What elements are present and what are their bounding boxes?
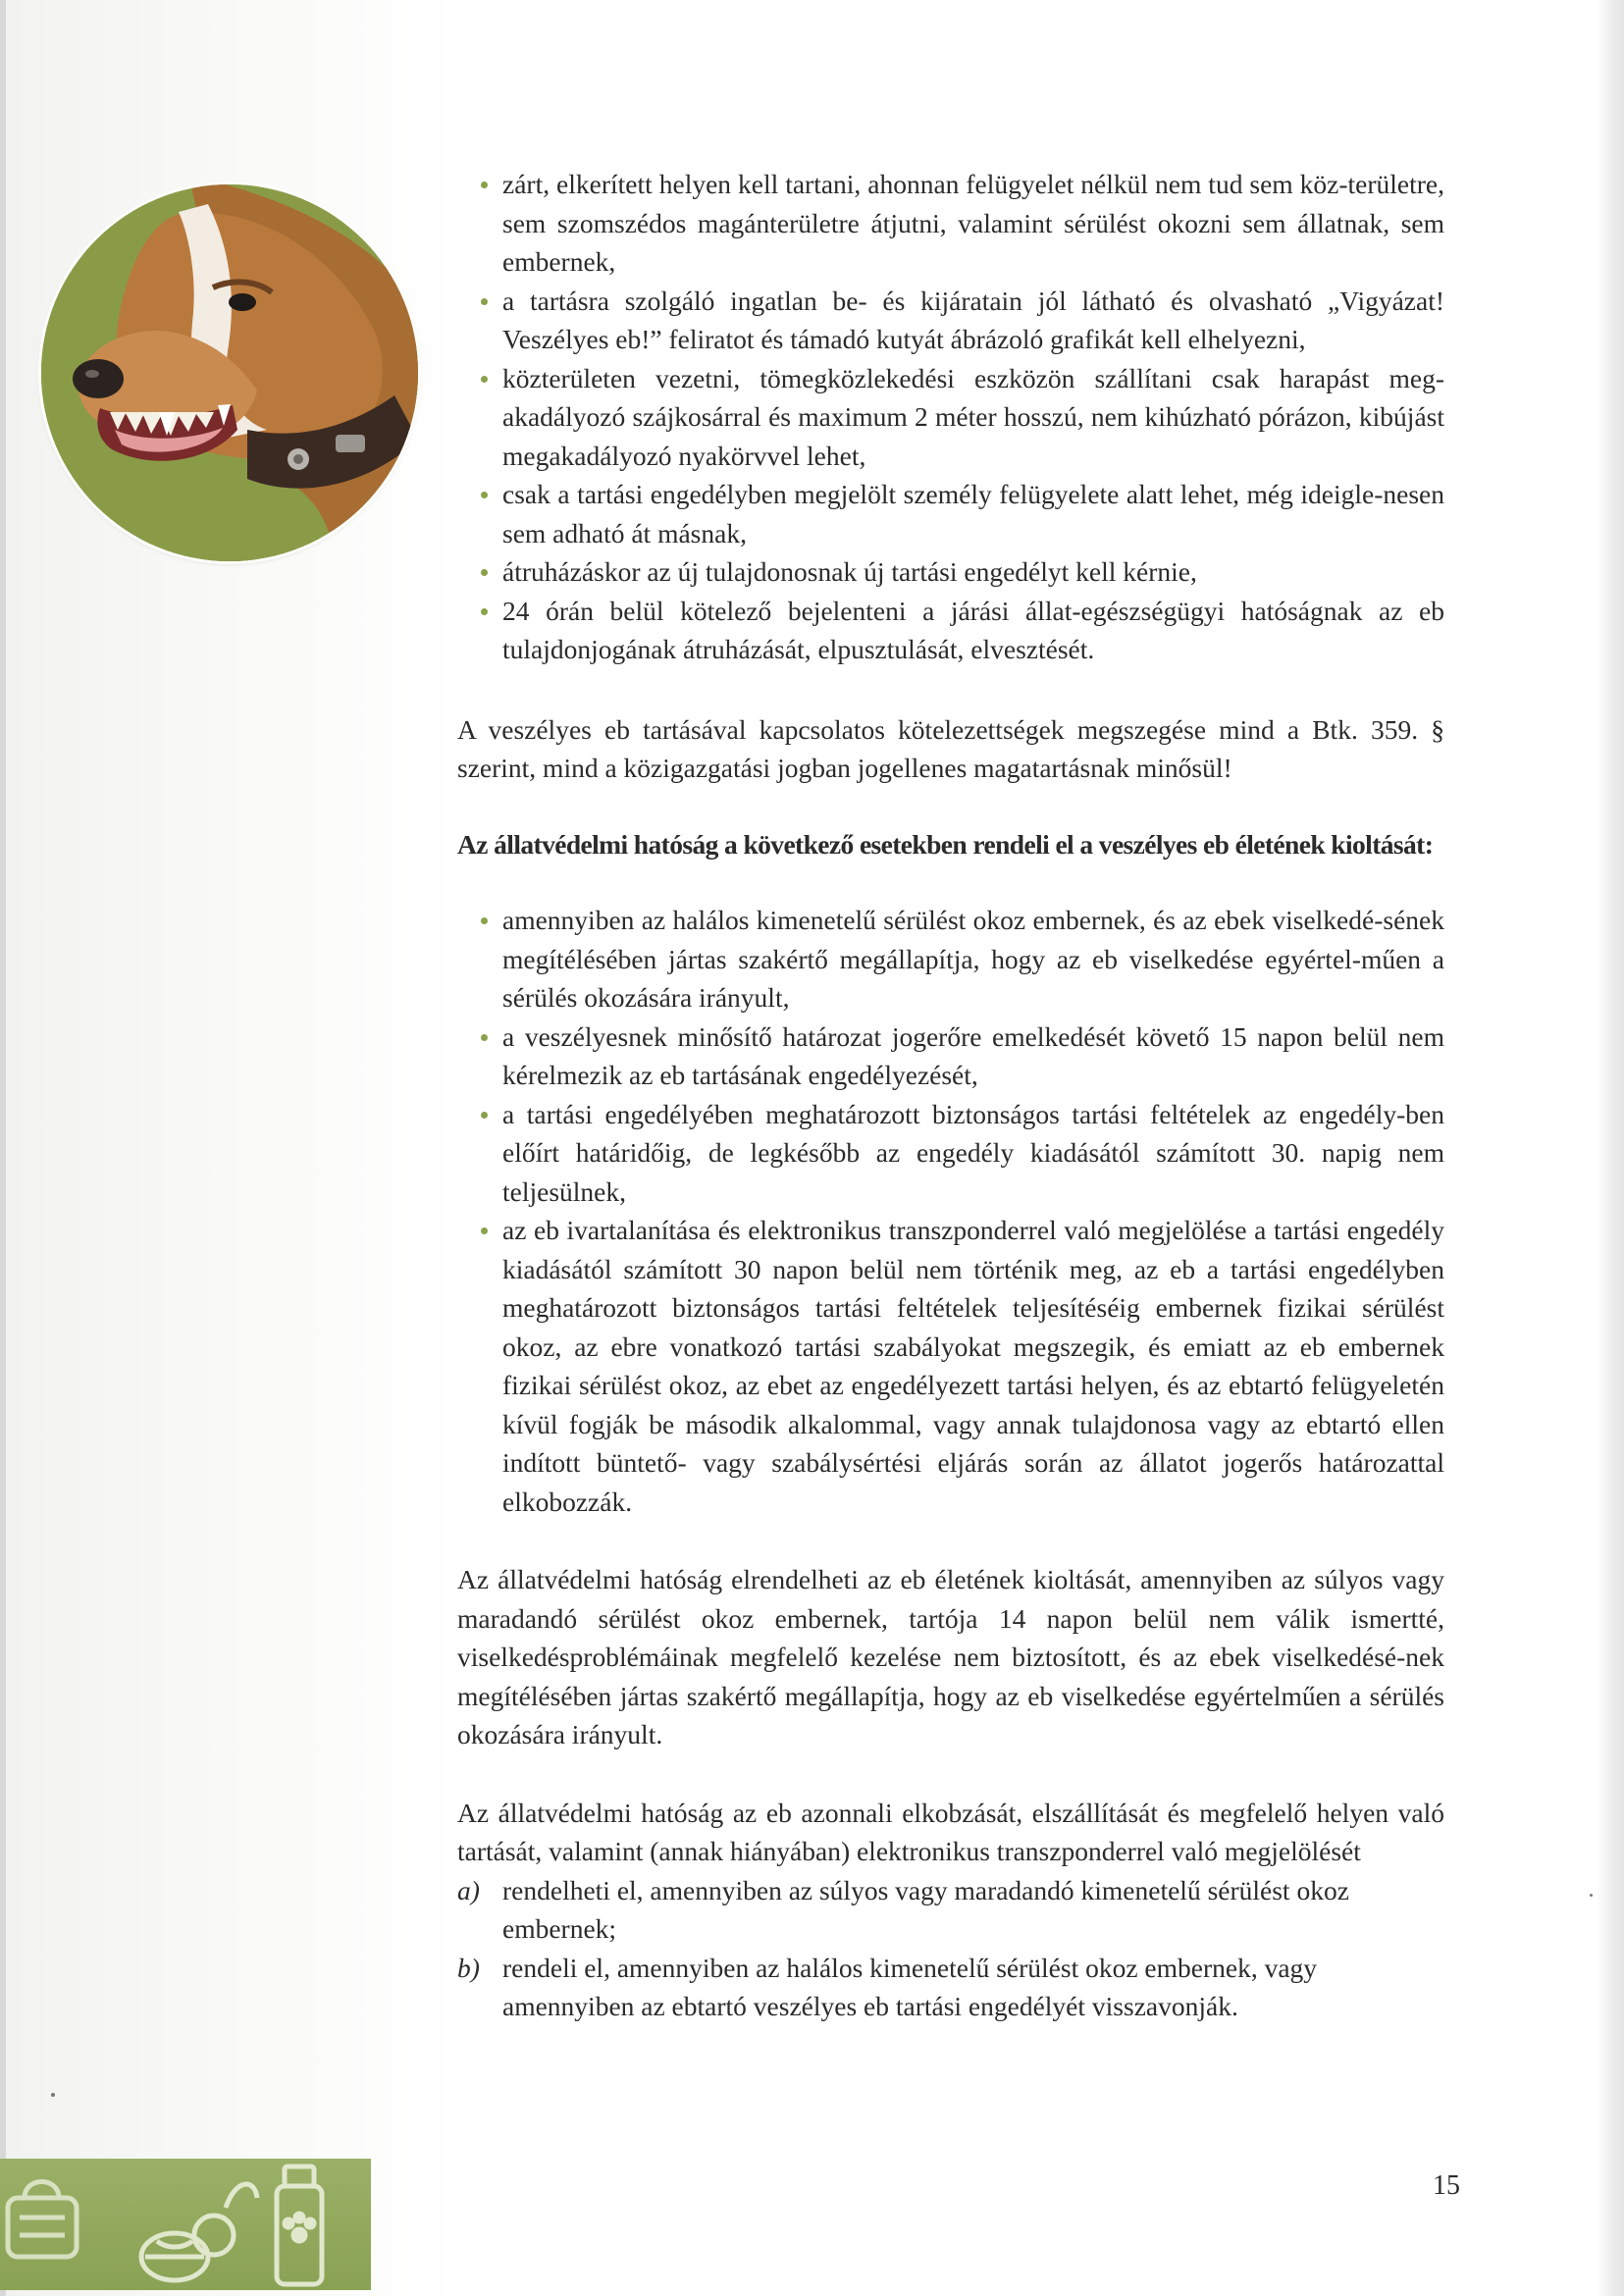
snarling-dog-photo [41,184,418,561]
violation-paragraph: A veszélyes eb tartásával kapcsolatos kötelezettségek megszegése mind a Btk. 359. § szerint, mind a közigazgatási jogban jogellenes magatartásnak minősül! [457,713,1444,783]
list-item: a tartási engedélyében meghatározott biztonságos tartási feltételek az engedély-ben előírt határidőig, de legkésőbb az engedély kiadásától számított 30. napig nem teljesülnek, [457,1095,1444,1212]
scan-speck [1590,1894,1593,1897]
confiscation-conditions-list [457,1871,1444,2026]
keeping-rules-list [457,165,1444,669]
optional-euthanasia-paragraph: Az állatvédelmi hatóság elrendelheti az eb életének kioltását, amennyiben az súlyos vagy maradandó sérülést okoz embernek, tartója 14 napon belül nem válik ismertté, viselkedésproblémáinak megfelelő kezelése nem biztosított, és az ebek viselkedésé-nek megítélésében jártas szakértő megállapítja, hogy az eb viselkedése egyértelműen a sérülés okozására irányult. [457,1564,1444,1749]
list-item: a veszélyesnek minősítő határozat jogerőre emelkedését követő 15 napon belül nem kérelmezik az eb tartásának engedélyezését, [457,1018,1444,1095]
list-item [457,1871,1444,1949]
item-text: rendeli el, amennyiben az halálos kimenetelű sérülést okoz embernek, vagy amennyiben az ebtartó veszélyes eb tartási engedélyét visszavonják. [502,1952,1318,2021]
list-item: amennyiben az halálos kimenetelű sérülést okoz embernek, és az ebek viselkedé-sének megítélésében jártas szakértő megállapítja, hogy az eb viselkedése egyértel-műen a sérülés okozására irányult, [457,901,1444,1018]
list-item: csak a tartási engedélyben megjelölt személy felügyelete alatt lehet, még ideigle-nesen sem adható át másnak, [457,475,1444,552]
list-item: 24 órán belül kötelező bejelenteni a járási állat-egészségügyi hatóságnak az eb tulajdonjogának átruházását, elpusztulását, elvesztését. [457,592,1444,669]
dog-illustration [41,184,418,561]
scan-left-edge [0,0,6,2296]
confiscation-paragraph: Az állatvédelmi hatóság az eb azonnali elkobzását, elszállítását és megfelelő helyen való tartását, valamint (annak hiányában) elektronikus transzponderrel való megjelölését [457,1797,1444,1866]
list-item: a tartásra szolgáló ingatlan be- és kijáratain jól látható és olvasható „Vigyázat! Veszélyes eb!” feliratot és támadó kutyát ábrázoló grafikát kell elhelyezni, [457,282,1444,359]
list-item: az eb ivartalanítása és elektronikus transzponderrel való megjelölése a tartási engedély kiadásától számított 30 napon belül nem történik meg, az eb a tartási engedélyben meghatározott biztonságos tartási feltételek teljesítéséig embernek fizikai sérülést okoz, az ebre vonatkozó tartási szabályokat megszegik, és emiatt az eb embernek fizikai sérülést okoz, az ebet az engedélyezett tartási helyen, és az ebtartó felügyeletén kívül fogják be második alkalommal, vagy annak tulajdonosa vagy az ebtartó ellen indított büntető- vagy szabálysértési eljárás során az állatot jogerős határozattal elkobozzák. [457,1211,1444,1521]
pet-toys-icon [141,2184,257,2280]
list-item: közterületen vezetni, tömegközlekedési eszközön szállítani csak harapást meg-akadályozó szájkosárral és maximum 2 méter hosszú, nem kihúzható pórázon, kibújást megakadályozó nyakörvvel lehet, [457,359,1444,476]
list-item: átruházáskor az új tulajdonosnak új tartási engedélyt kell kérnie, [457,552,1444,592]
pet-carrier-icon [8,2182,77,2258]
book-gutter-shadow [1597,0,1624,2296]
list-item [457,1949,1444,2026]
pet-supplies-icons [0,2159,371,2290]
euthanasia-cases-list [457,901,1444,1521]
footer-decoration [0,2159,371,2290]
pet-shampoo-bottle-icon [277,2166,322,2284]
page-number: 15 [1433,2170,1460,2201]
section-heading: Az állatvédelmi hatóság a következő esetekben rendeli el a veszélyes eb életének kioltását: [457,828,1434,860]
item-marker: b) [457,1952,480,1983]
item-text: rendelheti el, amennyiben az súlyos vagy maradandó kimenetelű sérülést okoz embernek; [502,1874,1349,1944]
main-text-column [457,165,1444,2026]
scan-speck [51,2093,55,2097]
item-marker: a) [457,1874,480,1905]
list-item: zárt, elkerített helyen kell tartani, ahonnan felügyelet nélkül nem tud sem köz-területre, sem szomszédos magánterületre átjutni, valamint sérülést okozni sem állatnak, sem embernek, [457,165,1444,282]
